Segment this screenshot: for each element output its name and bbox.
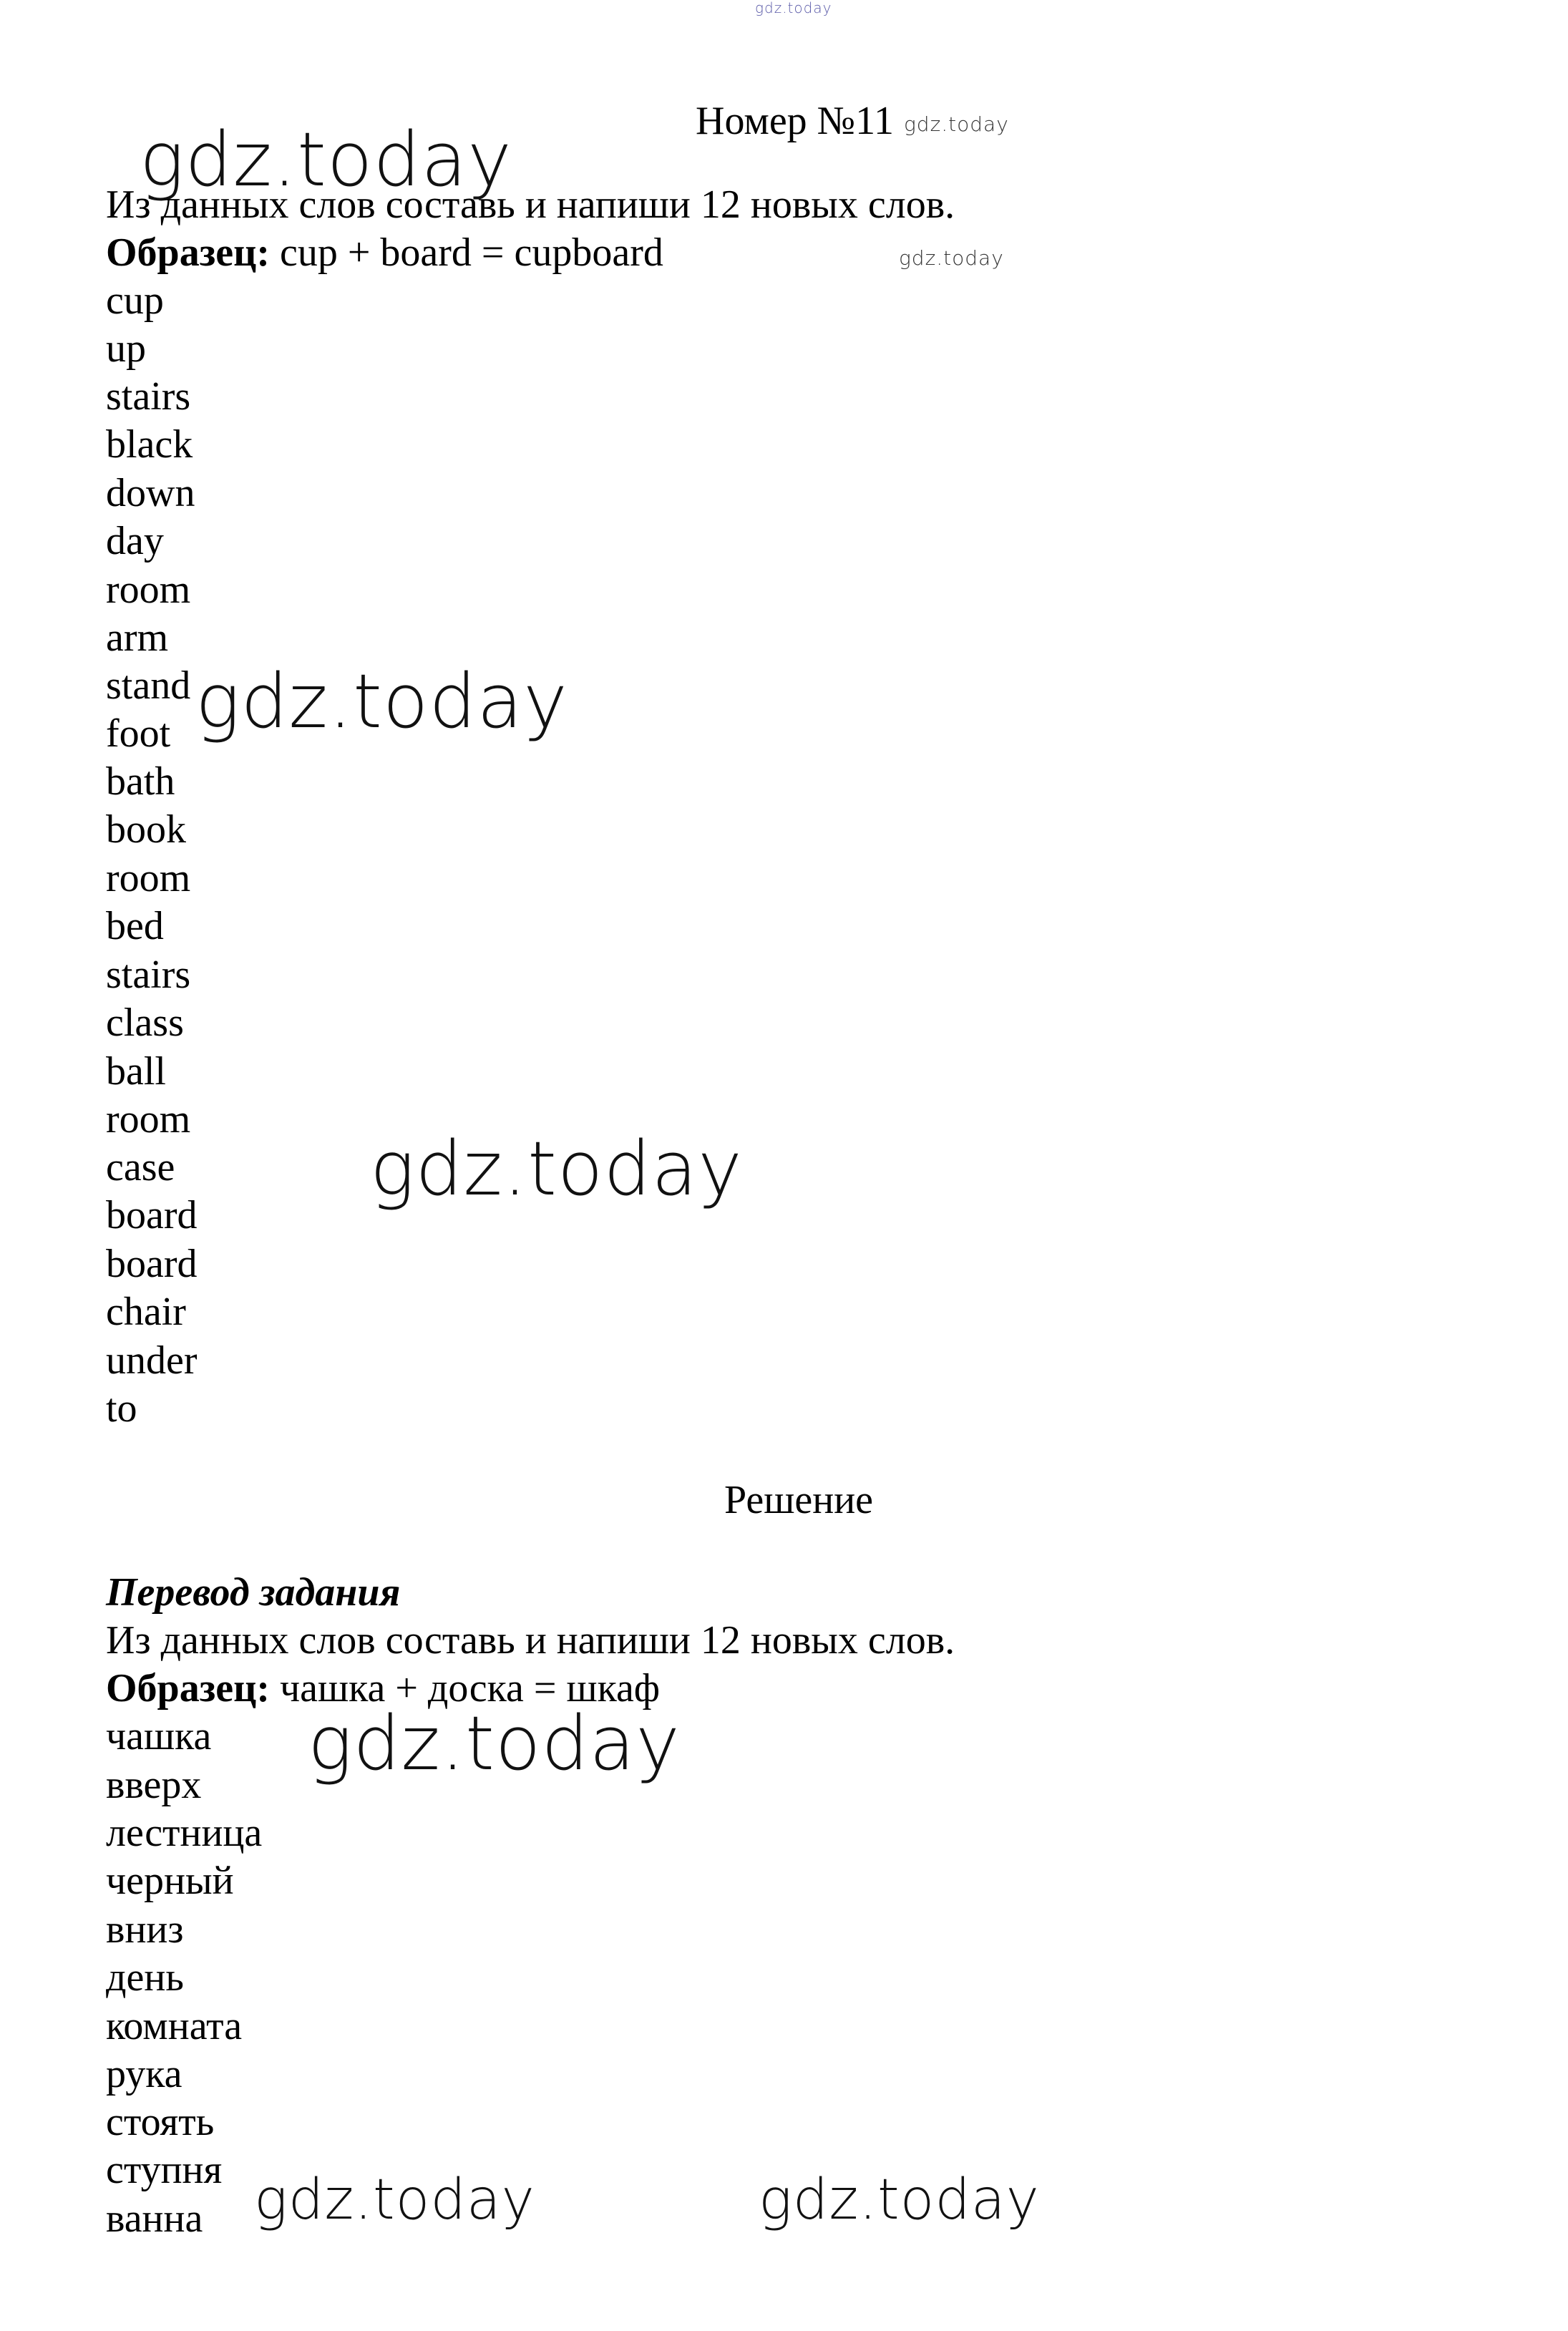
list-item: рука: [106, 2052, 182, 2096]
list-item: bath: [106, 759, 175, 804]
example-label: Образец:: [106, 230, 270, 275]
task-example: [106, 229, 663, 276]
watermark-mid-1: gdz.today: [254, 2168, 535, 2232]
list-item: book: [106, 807, 186, 852]
list-item: down: [106, 471, 195, 515]
watermark-title: gdz.today: [904, 112, 1009, 136]
list-item: день: [106, 1955, 184, 2000]
list-item: room: [106, 856, 191, 900]
list-item: room: [106, 1097, 191, 1142]
list-item: stairs: [106, 374, 191, 419]
list-item: чашка: [106, 1714, 212, 1758]
list-item: to: [106, 1386, 137, 1431]
watermark-big-3: gdz.today: [370, 1125, 743, 1212]
solution-heading: Решение: [724, 1478, 874, 1522]
list-item: case: [106, 1145, 175, 1189]
list-item: day: [106, 519, 164, 563]
watermark-top: gdz.today: [755, 0, 832, 16]
list-item: стоять: [106, 2100, 215, 2144]
list-item: cup: [106, 278, 164, 323]
list-item: черный: [106, 1859, 234, 1903]
list-item: black: [106, 422, 193, 467]
task-instruction: Из данных слов составь и напиши 12 новых слов.: [106, 183, 955, 227]
list-item: вниз: [106, 1907, 184, 1952]
list-item: stairs: [106, 953, 191, 997]
list-item: ванна: [106, 2196, 203, 2241]
list-item: board: [106, 1242, 198, 1286]
list-item: лестница: [106, 1811, 263, 1855]
list-item: комната: [106, 2004, 243, 2048]
watermark-big-2: gdz.today: [195, 658, 568, 745]
translation-heading: Перевод задания: [106, 1570, 401, 1615]
watermark-big-4: gdz.today: [308, 1700, 681, 1787]
list-item: вверх: [106, 1763, 202, 1807]
translation-instruction: Из данных слов составь и напиши 12 новых слов.: [106, 1618, 955, 1663]
list-item: chair: [106, 1290, 186, 1334]
watermark-example: gdz.today: [899, 246, 1004, 270]
list-item: class: [106, 1001, 184, 1045]
list-item: bed: [106, 904, 164, 948]
list-item: board: [106, 1193, 198, 1237]
translation-example-label: Образец:: [106, 1666, 270, 1710]
list-item: arm: [106, 615, 169, 660]
list-item: ball: [106, 1049, 166, 1094]
list-item: stand: [106, 663, 191, 708]
page-title: Номер №11: [696, 99, 895, 143]
list-item: up: [106, 326, 146, 371]
translation-example-text: чашка + доска = шкаф: [269, 1666, 661, 1710]
watermark-mid-2: gdz.today: [759, 2168, 1040, 2232]
list-item: under: [106, 1338, 198, 1383]
list-item: foot: [106, 711, 171, 756]
list-item: ступня: [106, 2148, 223, 2192]
list-item: room: [106, 568, 191, 612]
watermark-big-1: gdz.today: [140, 116, 512, 203]
example-text: cup + board = cupboard: [269, 230, 663, 275]
